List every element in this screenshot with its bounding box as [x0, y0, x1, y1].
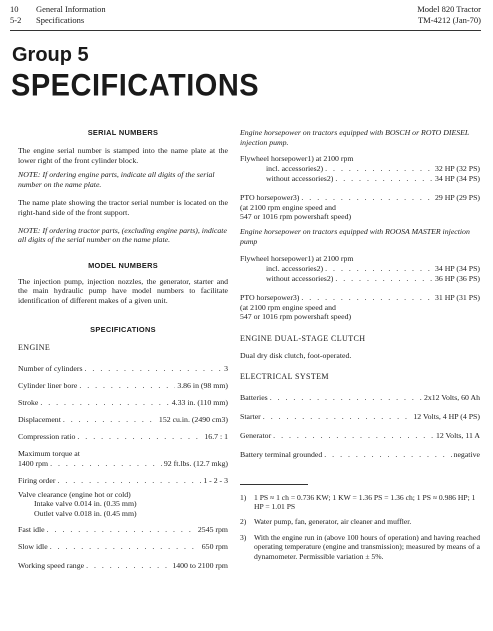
spec-row-stroke: Stroke . . . 4.33 in. (110 mm): [18, 398, 228, 408]
right-column: [240, 128, 480, 561]
bosch-pto-row: PTO horsepower3) . . . 29 HP (29 PS): [240, 193, 480, 203]
model-name: Model 820 Tractor: [417, 4, 481, 14]
clutch-text: Dual dry disk clutch, foot-operated.: [240, 350, 352, 360]
electrical-row-ground: Battery terminal grounded . . . negative: [240, 450, 480, 460]
roosa-pto-line-3: 547 or 1016 rpm powershaft speed): [240, 312, 352, 322]
valve-clearance-label: Valve clearance (engine hot or cold): [18, 489, 131, 499]
roosa-pto-line-2: (at 2100 rpm engine speed and: [240, 302, 336, 312]
spec-row-displacement: Displacement . . . 152 cu.in. (2490 cm3): [18, 415, 228, 425]
spec-row-torque: 1400 rpm . . . 92 ft.lbs. (12.7 mkg): [18, 459, 228, 469]
engine-heading: ENGINE: [18, 342, 51, 352]
specifications-heading: SPECIFICATIONS: [90, 324, 156, 334]
manual-number: TM-4212 (Jan-70): [417, 15, 481, 25]
spec-row-fast-idle: Fast idle . . . 2545 rpm: [18, 525, 228, 535]
spec-row-firing-order: Firing order . . . 1 - 2 - 3: [18, 476, 228, 486]
torque-label: Maximum torque at: [18, 448, 80, 458]
spec-row-working-speed: Working speed range . . . 1400 to 2100 rpm: [18, 561, 228, 571]
footnote-1: 1) 1 PS ≈ 1 ch = 0.736 KW; 1 KW = 1.36 PS = 1.36 ch; 1 PS ≈ 0.986 HP; 1 HP = 1.01 PS: [240, 492, 476, 511]
left-column: [18, 128, 228, 571]
spec-row-compression: Compression ratio . . . 16.7 : 1: [18, 432, 228, 442]
electrical-row-generator: Generator . . . 12 Volts, 11 A: [240, 431, 480, 441]
group-title: Group 5: [12, 44, 89, 66]
page-number: 10: [10, 4, 19, 14]
roosa-pto-row: PTO horsepower3) . . . 31 HP (31 PS): [240, 293, 480, 303]
bosch-pto-line-3: 547 or 1016 rpm powershaft speed): [240, 212, 352, 222]
page-title: SPECIFICATIONS: [11, 68, 260, 104]
serial-note-1: NOTE: If ordering engine parts, indicate all digits of the serial number on the name plate.: [18, 170, 215, 189]
electrical-row-batteries: Batteries . . . 2x12 Volts, 60 Ah: [240, 393, 480, 403]
serial-numbers-heading: SERIAL NUMBERS: [87, 128, 159, 137]
valve-intake: Intake valve 0.014 in. (0.35 mm): [34, 499, 137, 509]
roosa-incl-row: incl. accessories2) . . . 34 HP (34 PS): [240, 264, 480, 274]
serial-paragraph-2: The name plate showing the tractor serial number is located on the right-hand side of the front support.: [18, 198, 228, 217]
page-header-left: [10, 4, 106, 26]
footnotes: [240, 493, 480, 561]
spec-row-cylinders: Number of cylinders . . . 3: [18, 364, 228, 374]
bosch-pto-line-2: (at 2100 rpm engine speed and: [240, 202, 336, 212]
page-header-right: [417, 4, 481, 26]
roosa-without-row: without accessories2) . . . 36 HP (36 PS): [240, 274, 480, 284]
footnote-3: 3) With the engine run in (above 100 hours of operation) and having reached operating temperature (engine and transmission); measured by means of a dynamometer. Permissible variation ± 5%.: [240, 532, 480, 561]
roosa-flywheel-label: Flywheel horsepower1) at 2100 rpm: [240, 254, 354, 264]
bosch-incl-row: incl. accessories2) . . . 32 HP (32 PS): [240, 164, 480, 174]
footnote-2: 2) Water pump, fan, generator, air cleaner and muffler.: [240, 517, 412, 527]
roosa-intro: Engine horsepower on tractors equipped with ROOSA MASTER injection pump: [240, 226, 470, 246]
engine-spec-list: [18, 364, 228, 572]
header-divider: [10, 30, 481, 31]
chapter-title: General Information: [36, 4, 106, 14]
bosch-flywheel-label: Flywheel horsepower1) at 2100 rpm: [240, 154, 354, 164]
electrical-list: [240, 393, 480, 460]
serial-paragraph-1: The engine serial number is stamped into the name plate at the lower right of the front cylinder block.: [18, 146, 228, 165]
valve-outlet: Outlet valve 0.018 in. (0.45 mm): [34, 508, 137, 518]
footnote-divider: [240, 484, 308, 485]
model-paragraph: The injection pump, injection nozzles, the generator, starter and the main hydraulic pump have model numbers to facilitate identification of different makes of a given unit.: [18, 276, 228, 305]
serial-note-2: NOTE: If ordering tractor parts, (excluding engine parts), indicate all digits of the serial number on the name plate.: [18, 225, 227, 245]
spec-row-slow-idle: Slow idle . . . 650 rpm: [18, 542, 228, 552]
section-number: 5-2: [10, 15, 22, 25]
bosch-without-row: without accessories2) . . . 34 HP (34 PS): [240, 174, 480, 184]
spec-row-bore: Cylinder liner bore . . . 3.86 in (98 mm): [18, 381, 228, 391]
electrical-row-starter: Starter . . . 12 Volts, 4 HP (4 PS): [240, 412, 480, 422]
electrical-heading: ELECTRICAL SYSTEM: [240, 371, 329, 381]
model-numbers-heading: MODEL NUMBERS: [88, 260, 158, 270]
section-title: Specifications: [36, 15, 85, 25]
bosch-intro: Engine horsepower on tractors equipped with BOSCH or ROTO DIESEL injection pump.: [240, 128, 470, 147]
clutch-heading: ENGINE DUAL-STAGE CLUTCH: [240, 333, 366, 343]
